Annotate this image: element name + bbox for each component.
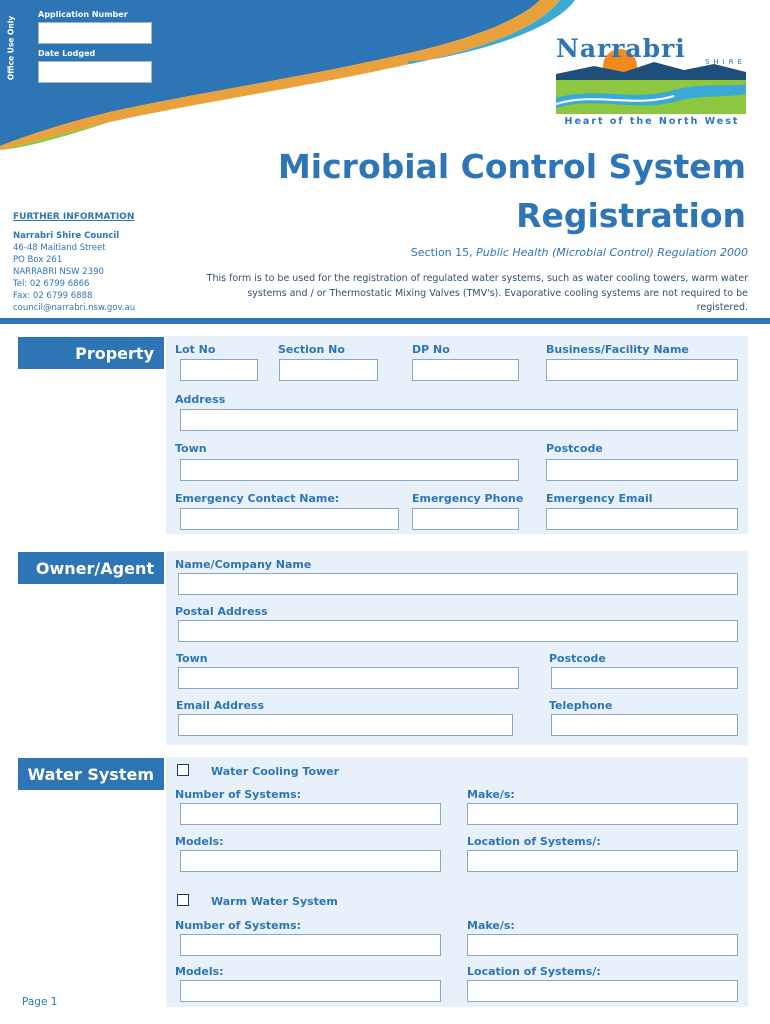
warm-num-systems-field[interactable] <box>180 934 441 956</box>
property-town-field[interactable] <box>180 459 519 481</box>
owner-postcode-label: Postcode <box>549 652 606 665</box>
council-email[interactable]: council@narrabri.nsw.gov.au <box>13 303 136 313</box>
water-cooling-tower-checkbox[interactable] <box>177 764 189 776</box>
header-divider <box>0 318 770 324</box>
cooling-models-field[interactable] <box>180 850 441 872</box>
emergency-contact-field[interactable] <box>180 508 399 530</box>
address-label: Address <box>175 393 226 406</box>
intro-text <box>138 272 748 316</box>
business-name-label: Business/Facility Name <box>546 343 689 356</box>
warm-num-systems-label: Number of Systems: <box>175 919 302 932</box>
further-info-heading: FURTHER INFORMATION <box>13 212 135 222</box>
owner-email-field[interactable] <box>178 714 513 736</box>
date-lodged-field[interactable] <box>38 61 152 83</box>
emergency-email-label: Emergency Email <box>546 492 653 505</box>
cooling-num-systems-field[interactable] <box>180 803 441 825</box>
warm-makes-label: Make/s: <box>467 919 515 932</box>
emergency-phone-field[interactable] <box>412 508 519 530</box>
council-fax: Fax: 02 6799 6888 <box>13 291 93 301</box>
owner-telephone-label: Telephone <box>549 699 613 712</box>
council-name: Narrabri Shire Council <box>13 231 120 241</box>
emergency-contact-label: Emergency Contact Name: <box>175 492 340 505</box>
warm-location-field[interactable] <box>467 980 738 1002</box>
dp-no-field[interactable] <box>412 359 519 381</box>
logo-shire: SHIRE <box>704 58 746 66</box>
dp-no-label: DP No <box>412 343 450 356</box>
further-information <box>13 212 163 314</box>
business-name-field[interactable] <box>546 359 738 381</box>
office-use-only-label: Office Use Only <box>6 15 16 81</box>
property-postcode-field[interactable] <box>546 459 738 481</box>
property-address-field[interactable] <box>180 409 738 431</box>
owner-telephone-field[interactable] <box>551 714 738 736</box>
council-street: 46-48 Maitland Street <box>13 243 106 253</box>
owner-name-field[interactable] <box>178 573 738 595</box>
warm-models-label: Models: <box>175 965 224 978</box>
warm-models-field[interactable] <box>180 980 441 1002</box>
owner-town-field[interactable] <box>178 667 519 689</box>
section-tab-property: Property <box>18 337 164 369</box>
postal-address-field[interactable] <box>178 620 738 642</box>
council-po-box: PO Box 261 <box>13 255 63 265</box>
subtitle-regulation: Public Health (Microbial Control) Regulation 2000 <box>476 246 748 259</box>
section-tab-water-system: Water System <box>18 758 164 790</box>
date-lodged-label: Date Lodged <box>38 49 96 58</box>
narrabri-logo <box>554 36 748 118</box>
page-number: Page 1 <box>22 996 58 1008</box>
subtitle-prefix: Section 15, <box>410 246 477 259</box>
town-label: Town <box>175 442 207 455</box>
owner-email-label: Email Address <box>176 699 265 712</box>
application-number-field[interactable] <box>38 22 152 44</box>
owner-postcode-field[interactable] <box>551 667 738 689</box>
warm-location-label: Location of Systems/: <box>467 965 601 978</box>
emergency-email-field[interactable] <box>546 508 738 530</box>
logo-tagline: Heart of the North West <box>564 116 740 127</box>
section-no-field[interactable] <box>279 359 378 381</box>
emergency-phone-label: Emergency Phone <box>412 492 524 505</box>
council-town: NARRABRI NSW 2390 <box>13 267 104 277</box>
water-cooling-tower-label: Water Cooling Tower <box>211 765 340 778</box>
page-title-line2: Registration <box>516 196 746 235</box>
page-title-line1: Microbial Control System <box>277 147 746 186</box>
owner-town-label: Town <box>176 652 208 665</box>
warm-water-system-checkbox[interactable] <box>177 894 189 906</box>
council-tel: Tel: 02 6799 6866 <box>13 279 90 289</box>
section-no-label: Section No <box>278 343 345 356</box>
intro-line: registered. <box>696 302 748 313</box>
cooling-location-field[interactable] <box>467 850 738 872</box>
application-number-label: Application Number <box>38 10 128 19</box>
postcode-label: Postcode <box>546 442 603 455</box>
cooling-num-systems-label: Number of Systems: <box>175 788 302 801</box>
section-tab-owner-agent: Owner/Agent <box>18 552 164 584</box>
owner-name-label: Name/Company Name <box>175 558 312 571</box>
postal-address-label: Postal Address <box>175 605 268 618</box>
intro-line: systems and / or Thermostatic Mixing Valves (TMV's). Evaporative cooling systems are not required to be <box>247 287 748 299</box>
cooling-makes-field[interactable] <box>467 803 738 825</box>
warm-water-system-label: Warm Water System <box>211 895 338 908</box>
lot-no-field[interactable] <box>180 359 258 381</box>
page-subtitle <box>328 246 748 259</box>
cooling-models-label: Models: <box>175 835 224 848</box>
logo-name: Narrabri <box>556 34 686 63</box>
cooling-makes-label: Make/s: <box>467 788 515 801</box>
intro-line: This form is to be used for the registration of regulated water systems, such as water cooling towers, warm water <box>206 273 748 284</box>
cooling-location-label: Location of Systems/: <box>467 835 601 848</box>
lot-no-label: Lot No <box>175 343 216 356</box>
warm-makes-field[interactable] <box>467 934 738 956</box>
